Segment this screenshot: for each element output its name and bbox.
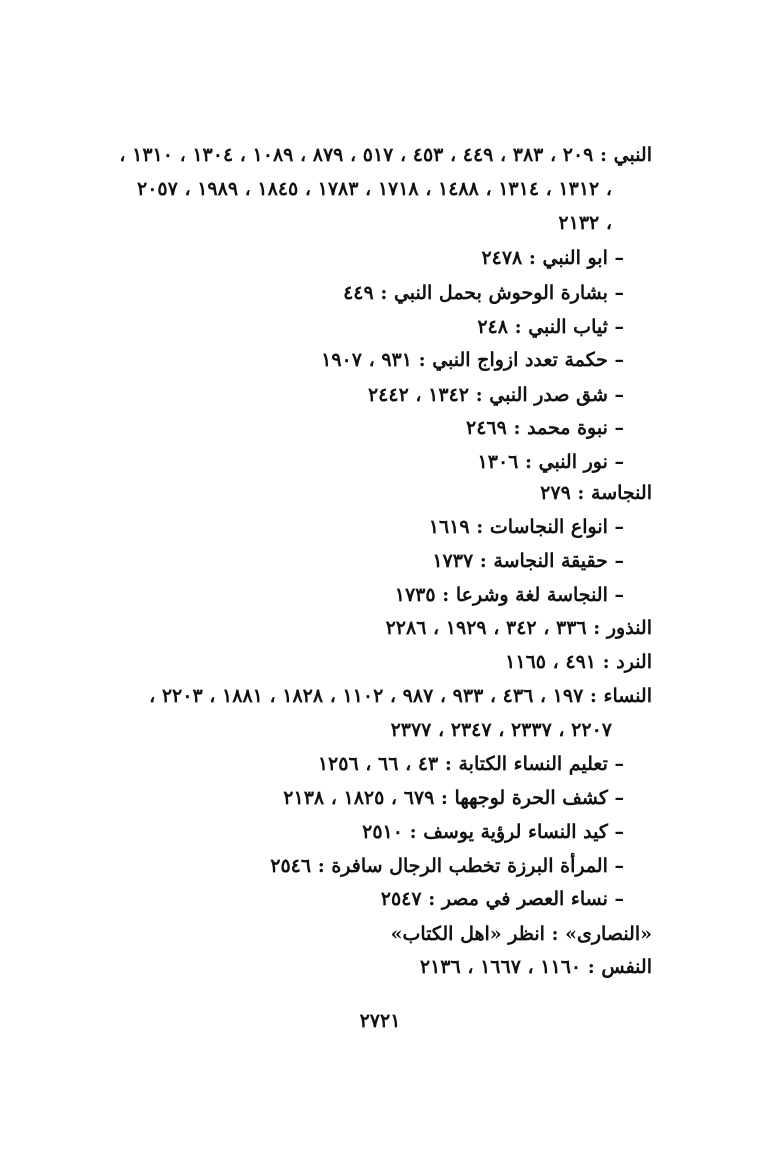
index-subentry: – كيد النساء لرؤية يوسف : ٢٥١٠ (362, 821, 624, 843)
index-entry-impurity: النجاسة : ٢٧٩ (540, 482, 652, 504)
index-subentry: – حكمة تعدد ازواج النبي : ٩٣١ ، ١٩٠٧ (321, 349, 624, 371)
index-entry-continuation: ٢١٣٢ ، (558, 212, 612, 234)
index-subentry: – المرأة البرزة تخطب الرجال سافرة : ٢٥٤٦ (270, 855, 624, 877)
index-subentry: – نور النبي : ١٣٠٦ (477, 451, 624, 473)
index-entry-christians: «النصارى» : انظر «اهل الكتاب» (390, 923, 652, 945)
index-entry-vows: النذور : ٣٣٦ ، ٣٤٢ ، ١٩٢٩ ، ٢٢٨٦ (385, 617, 652, 639)
index-subentry: – نساء العصر في مصر : ٢٥٤٧ (380, 888, 624, 910)
index-subentry: – تعليم النساء الكتابة : ٤٣ ، ٦٦ ، ١٢٥٦ (317, 753, 624, 775)
index-entry-prophet: النبي : ٢٠٩ ، ٣٨٣ ، ٤٤٩ ، ٤٥٣ ، ٥١٧ ، ٨٧٩ ، ١٠٨٩ ، ١٣٠٤ ، ١٣١٠ ، (119, 144, 652, 166)
index-subentry: – النجاسة لغة وشرعا : ١٧٣٥ (394, 584, 624, 606)
index-subentry: – ثياب النبي : ٢٤٨ (477, 316, 624, 338)
index-subentry: – كشف الحرة لوجهها : ٦٧٩ ، ١٨٢٥ ، ٢١٣٨ (283, 787, 624, 809)
index-subentry: – شق صدر النبي : ١٣٤٢ ، ٢٤٤٢ (367, 384, 624, 406)
index-subentry: – نبوة محمد : ٢٤٦٩ (466, 417, 624, 439)
index-entry-women: النساء : ١٩٧ ، ٤٣٦ ، ٩٣٣ ، ٩٨٧ ، ١١٠٢ ، ١٨٢٨ ، ١٨٨١ ، ٢٢٠٣ ، (149, 685, 652, 707)
index-subentry: – انواع النجاسات : ١٦١٩ (428, 516, 624, 538)
page-number: ٢٧٢١ (359, 1010, 401, 1032)
index-subentry: – ابو النبي : ٢٤٧٨ (481, 247, 624, 269)
index-subentry: – حقيقة النجاسة : ١٧٣٧ (432, 550, 624, 572)
index-subentry: – بشارة الوحوش بحمل النبي : ٤٤٩ (343, 282, 624, 304)
index-entry-soul: النفس : ١١٦٠ ، ١٦٦٧ ، ٢١٣٦ (419, 956, 652, 978)
index-entry-backgammon: النرد : ٤٩١ ، ١١٦٥ (505, 651, 652, 673)
index-entry-continuation: ٢٢٠٧ ، ٢٣٣٧ ، ٢٣٤٧ ، ٢٣٧٧ (390, 719, 612, 741)
index-entry-continuation: ١٣١٢ ، ١٣١٤ ، ١٤٨٨ ، ١٧١٨ ، ١٧٨٣ ، ١٨٤٥ ، ١٩٨٩ ، ٢٠٥٧ ، (137, 178, 612, 200)
